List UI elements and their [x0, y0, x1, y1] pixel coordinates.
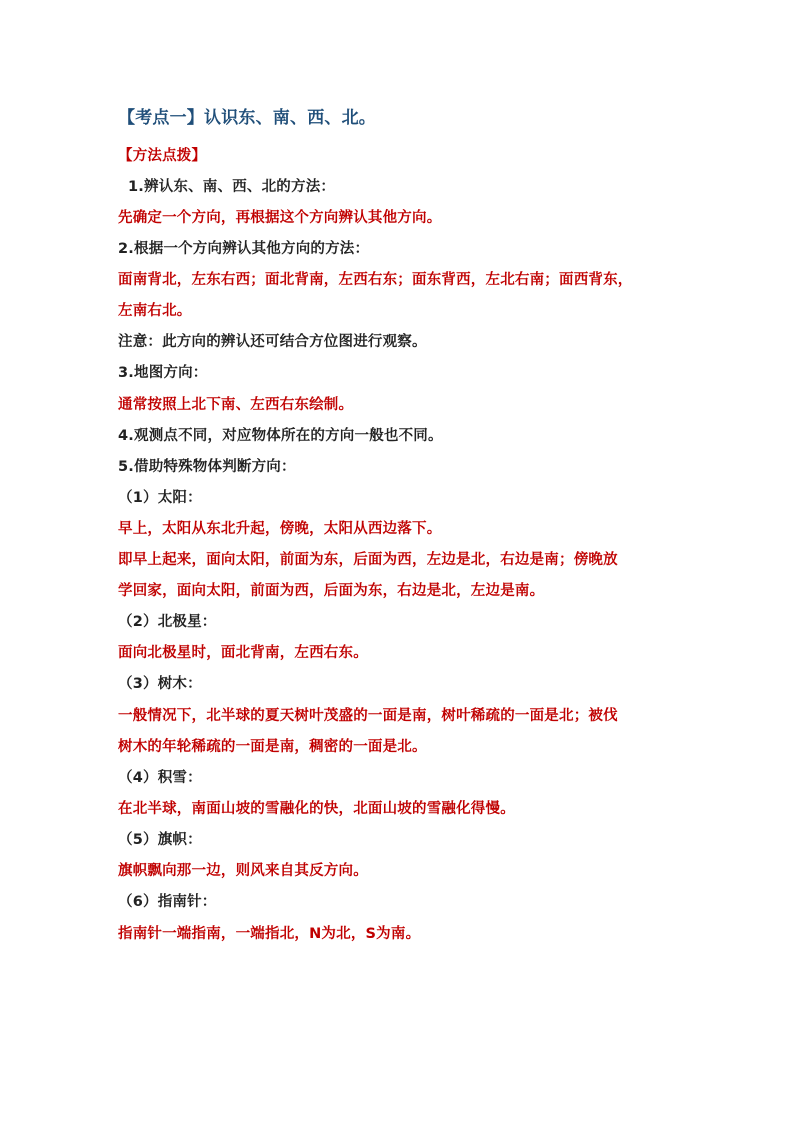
- sub-6-heading: （6）指南针：: [118, 894, 217, 910]
- item-2-note: 注意：此方向的辨认还可结合方位图进行观察。: [118, 334, 427, 350]
- sub-3-body-line-1: 一般情况下，北半球的夏天树叶茂盛的一面是南，树叶稀疏的一面是北；被伐: [118, 708, 618, 724]
- sub-3-heading: （3）树木：: [118, 676, 202, 692]
- sub-6-body: 指南针一端指南，一端指北，N为北，S为南。: [118, 926, 421, 942]
- item-5-heading: 5.借助特殊物体判断方向：: [118, 459, 296, 475]
- item-3-heading: 3.地图方向：: [118, 365, 208, 381]
- item-1-heading: 1.辨认东、南、西、北的方法：: [128, 179, 336, 195]
- item-2-heading: 2.根据一个方向辨认其他方向的方法：: [118, 241, 370, 257]
- sub-4-body: 在北半球，南面山坡的雪融化的快，北面山坡的雪融化得慢。: [118, 801, 515, 817]
- item-1-body: 先确定一个方向，再根据这个方向辨认其他方向。: [118, 210, 442, 226]
- item-2-body-line-1: 面南背北，左东右西；面北背南，左西右东；面东背西，左北右南；面西背东，: [118, 272, 633, 288]
- sub-4-heading: （4）积雪：: [118, 770, 202, 786]
- sub-1-body-line-3: 学回家，面向太阳，前面为西，后面为东，右边是北，左边是南。: [118, 583, 545, 599]
- sub-5-heading: （5）旗帜：: [118, 832, 202, 848]
- sub-1-body-line-1: 早上，太阳从东北升起，傍晚，太阳从西边落下。: [118, 521, 442, 537]
- method-heading: 【方法点拨】: [118, 148, 207, 164]
- sub-5-body: 旗帜飘向那一边，则风来自其反方向。: [118, 863, 368, 879]
- sub-3-body-line-2: 树木的年轮稀疏的一面是南，稠密的一面是北。: [118, 739, 427, 755]
- sub-1-body-line-2: 即早上起来，面向太阳，前面为东，后面为西，左边是北，右边是南；傍晚放: [118, 552, 618, 568]
- item-4-heading: 4.观测点不同，对应物体所在的方向一般也不同。: [118, 428, 443, 444]
- section-title: 【考点一】认识东、南、西、北。: [118, 108, 376, 128]
- sub-2-heading: （2）北极星：: [118, 614, 217, 630]
- item-3-body: 通常按照上北下南、左西右东绘制。: [118, 397, 354, 413]
- sub-1-heading: （1）太阳：: [118, 490, 202, 506]
- item-2-body-line-2: 左南右北。: [118, 303, 192, 319]
- sub-2-body: 面向北极星时，面北背南，左西右东。: [118, 645, 368, 661]
